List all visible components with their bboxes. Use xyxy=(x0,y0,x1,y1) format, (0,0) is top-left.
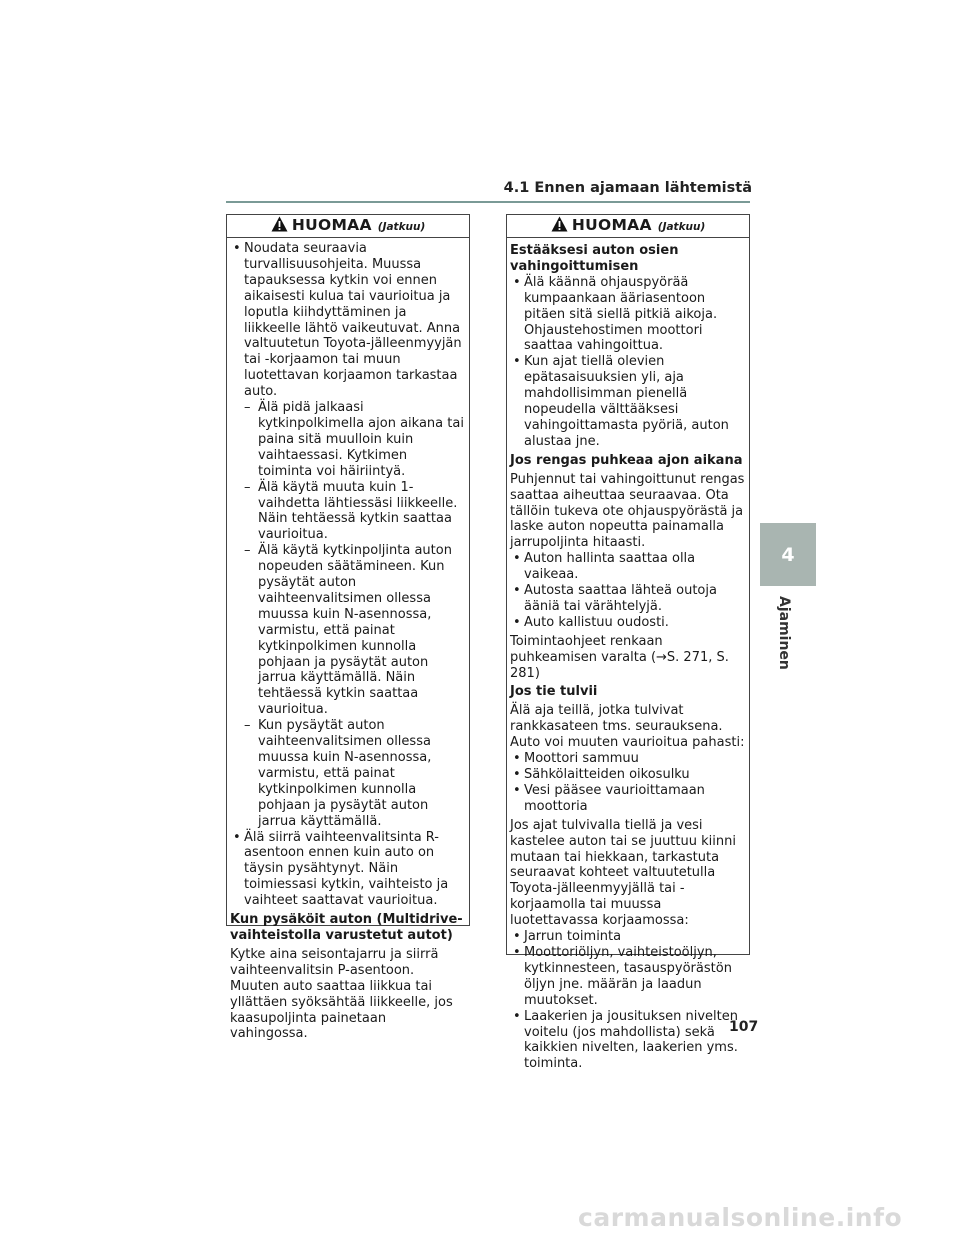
continued-label: (Jatkuu) xyxy=(377,221,426,233)
header-rule xyxy=(226,201,750,203)
bullet-item: • Kun ajat tiellä olevien epätasaisuuksien yli, aja mahdollisimman pienellä nopeudella välttääksesi vahingoittamasta pyöriä, auton alustaa jne. xyxy=(510,354,745,449)
caution-body xyxy=(507,238,749,1072)
dash-item: – Kun pysäytät auton vaihteenvalitsimen ollessa muussa kuin N-asennossa, varmistu, että painat kytkinpolkimen kunnolla pohjaan ja pysäytät auton jarrua käyttämällä. xyxy=(230,718,465,829)
paragraph: Jos ajat tulvivalla tiellä ja vesi kastelee auton tai se juuttuu kiinni mutaan tai hiekkaan, tarkastuta seuraavat kohteet valtuutetulla Toyota-jälleenmyyjällä tai -korjaamolla tai muussa luotettavassa korjaamossa: xyxy=(510,817,736,929)
dash-item: – Älä käytä muuta kuin 1-vaihdetta lähtiessäsi liikkeelle. Näin tehtäessä kytkin saattaa vaurioitua. xyxy=(230,480,465,544)
bullet-item: • Auto kallistuu oudosti. xyxy=(510,615,745,631)
chapter-label: Ajaminen xyxy=(776,596,792,670)
subheading: Jos tie tulvii xyxy=(510,684,598,700)
bullet-item: • Sähkölaitteiden oikosulku xyxy=(510,767,745,783)
bullet-item: • Vesi pääsee vaurioittamaan moottoria xyxy=(510,783,745,815)
chapter-number: 4 xyxy=(781,543,795,566)
bullet-item: • Älä käännä ohjauspyörää kumpaankaan ääriasentoon pitäen sitä siellä pitkiä aikoja. Ohjaustehostimen moottori saattaa vahingoittua. xyxy=(510,275,745,355)
bullet-item: • Moottori sammuu xyxy=(510,751,745,767)
page-number: 107 xyxy=(729,1019,759,1035)
section-title: 4.1 Ennen ajamaan lähtemistä xyxy=(503,180,752,196)
paragraph: Älä aja teillä, jotka tulvivat rankkasateen tms. seurauksena. Auto voi muuten vaurioitua pahasti: xyxy=(510,703,745,751)
caution-title: HUOMAA xyxy=(291,216,372,234)
warning-triangle-icon xyxy=(271,216,288,232)
continued-label: (Jatkuu) xyxy=(657,221,706,233)
caution-box-header xyxy=(227,215,469,238)
paragraph: Toimintaohjeet renkaan puhkeamisen varalta (→S. 271, S. 281) xyxy=(510,633,729,681)
dash-item: – Älä käytä kytkinpoljinta auton nopeuden säätämineen. Kun pysäytät auton vaihteenvalitsimen ollessa muussa kuin N-asennossa, varmistu, että painat kytkinpolkimen kunnolla pohjaan ja pysäytät auton jarrua käyttämällä. Näin tehtäessä kytkin saattaa vaurioitua. xyxy=(230,543,465,718)
bullet-item: • Auton hallinta saattaa olla vaikeaa. xyxy=(510,551,745,583)
chapter-tab xyxy=(760,523,816,586)
paragraph: Puhjennut tai vahingoittunut rengas saattaa aiheuttaa seuraavaa. Ota tällöin tukeva ote ohjauspyörästä ja laske auton nopeutta painamalla jarrupoljinta hitaasti. xyxy=(510,471,745,551)
bullet-item: • Älä siirrä vaihteenvalitsinta R-asentoon ennen kuin auto on täysin pysähtynyt. Näin toimiessasi kytkin, vaihteisto ja vaihteet saattavat vaurioitua. xyxy=(230,830,465,910)
bullet-item: • Laakerien ja jousituksen nivelten voitelu (jos mahdollista) sekä kaikkien nivelten, laakerien yms. toiminta. xyxy=(510,1009,745,1073)
bullet-item: • Autosta saattaa lähteä outoja ääniä tai värähtelyjä. xyxy=(510,583,745,615)
warning-triangle-icon xyxy=(551,216,568,232)
subheading: Kun pysäköit auton (Multidrive-vaihteistolla varustetut autot) xyxy=(230,912,463,943)
subheading: Estääksesi auton osien vahingoittumisen xyxy=(510,243,679,274)
caution-body xyxy=(227,238,469,1042)
paragraph: Kytke aina seisontajarru ja siirrä vaihteenvalitsin P-asentoon. Muuten auto saattaa liikkua tai yllättäen syöksähtää liikkeelle, jos kaasupoljinta painetaan vahingossa. xyxy=(230,946,453,1042)
watermark: carmanualsonline.info xyxy=(578,1203,903,1232)
bullet-item: • Noudata seuraavia turvallisuusohjeita. Muussa tapauksessa kytkin voi ennen aikaisesti kulua tai vaurioitua ja loputla kiihdyttäminen ja liikkeelle lähtö vaikeutuvat. Anna valtuutetun Toyota-jälleenmyyjän tai -korjaamon tai muun luotettavan korjaamon tarkastaa auto. xyxy=(230,241,465,400)
bullet-item: • Moottoriöljyn, vaihteistoöljyn, kytkinnesteen, tasauspyörästön öljyn jne. määrän ja laadun muutokset. xyxy=(510,945,745,1009)
bullet-item: • Jarrun toiminta xyxy=(510,929,745,945)
caution-box-header xyxy=(507,215,749,238)
caution-title: HUOMAA xyxy=(571,216,652,234)
dash-item: – Älä pidä jalkaasi kytkinpolkimella ajon aikana tai paina sitä muulloin kuin vaihtaessasi. Kytkimen toiminta voi häiriintyä. xyxy=(230,400,465,480)
caution-box-left xyxy=(226,214,470,1042)
subheading: Jos rengas puhkeaa ajon aikana xyxy=(510,452,743,468)
